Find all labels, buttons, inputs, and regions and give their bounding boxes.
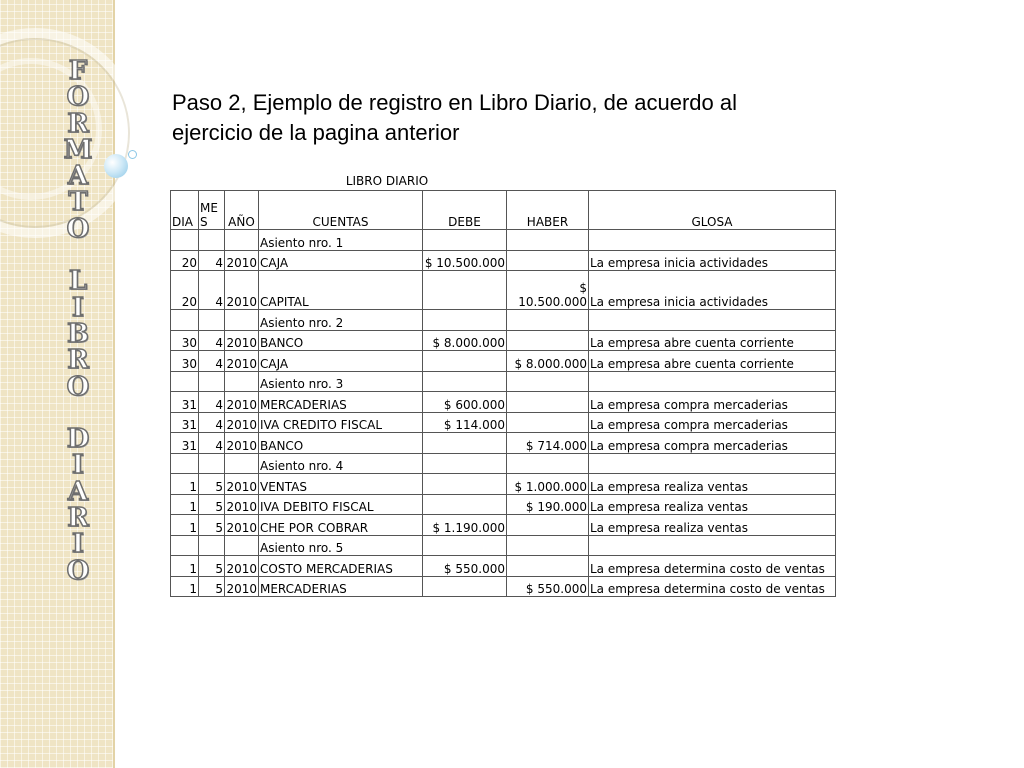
- cell-haber: $ 10.500.000: [507, 271, 589, 310]
- cell-cuenta: IVA DEBITO FISCAL: [259, 494, 423, 515]
- cell-ano: 2010: [225, 556, 259, 577]
- cell-cuenta: CAJA: [259, 250, 423, 271]
- cell-glosa: La empresa realiza ventas: [589, 494, 836, 515]
- vertical-title-letter: L: [68, 266, 88, 297]
- vertical-title-letter: F: [68, 56, 88, 86]
- cell-ano: 2010: [225, 515, 259, 536]
- table-row: [171, 371, 836, 392]
- decorative-small-bubble: [128, 150, 137, 159]
- cell-cuenta: MERCADERIAS: [259, 576, 423, 597]
- cell-cuenta: Asiento nro. 2: [259, 310, 423, 331]
- cell-mes: 5: [199, 576, 225, 597]
- ledger-title: LIBRO DIARIO: [345, 174, 429, 188]
- cell-glosa: La empresa inicia actividades: [589, 250, 836, 271]
- vertical-title-letter: R: [67, 345, 89, 376]
- cell-mes: 4: [199, 351, 225, 372]
- table-row: [171, 576, 836, 597]
- cell-cuenta: IVA CREDITO FISCAL: [259, 412, 423, 433]
- cell-glosa: La empresa compra mercaderias: [589, 412, 836, 433]
- vertical-title-letter: I: [71, 292, 85, 323]
- table-row: [171, 392, 836, 413]
- cell-ano: [225, 453, 259, 474]
- cell-haber: [507, 392, 589, 413]
- cell-glosa: [589, 371, 836, 392]
- header-cuentas: CUENTAS: [259, 191, 423, 230]
- table-row: [171, 494, 836, 515]
- cell-haber: $ 190.000: [507, 494, 589, 515]
- table-row: [171, 271, 836, 310]
- cell-dia: 1: [171, 494, 199, 515]
- cell-glosa: La empresa realiza ventas: [589, 474, 836, 495]
- cell-cuenta: BANCO: [259, 330, 423, 351]
- decorative-bubble: [104, 154, 128, 178]
- cell-haber: $ 1.000.000: [507, 474, 589, 495]
- cell-glosa: La empresa inicia actividades: [589, 271, 836, 310]
- cell-mes: 4: [199, 330, 225, 351]
- header-mes: [199, 191, 225, 230]
- cell-ano: 2010: [225, 576, 259, 597]
- cell-debe: [423, 453, 507, 474]
- cell-debe: [423, 351, 507, 372]
- vertical-title-letter: R: [67, 108, 89, 139]
- cell-glosa: [589, 310, 836, 331]
- libro-diario-table: [170, 190, 836, 597]
- cell-mes: [199, 371, 225, 392]
- cell-glosa: La empresa determina costo de ventas: [589, 576, 836, 597]
- cell-mes: 5: [199, 515, 225, 536]
- cell-debe: $ 600.000: [423, 392, 507, 413]
- cell-debe: $ 10.500.000: [423, 250, 507, 271]
- cell-mes: [199, 310, 225, 331]
- cell-glosa: La empresa compra mercaderias: [589, 433, 836, 454]
- cell-dia: 1: [171, 576, 199, 597]
- cell-mes: 4: [199, 271, 225, 310]
- table-row: [171, 230, 836, 251]
- cell-dia: [171, 453, 199, 474]
- cell-haber: [507, 230, 589, 251]
- cell-mes: 5: [199, 494, 225, 515]
- table-row: [171, 535, 836, 556]
- table-row: [171, 474, 836, 495]
- cell-debe: [423, 576, 507, 597]
- cell-glosa: [589, 230, 836, 251]
- cell-dia: 1: [171, 474, 199, 495]
- decorative-side-band: [0, 0, 115, 768]
- cell-haber: $ 550.000: [507, 576, 589, 597]
- cell-cuenta: CAPITAL: [259, 271, 423, 310]
- cell-ano: 2010: [225, 330, 259, 351]
- cell-mes: 5: [199, 474, 225, 495]
- cell-ano: [225, 310, 259, 331]
- cell-debe: [423, 433, 507, 454]
- cell-cuenta: Asiento nro. 5: [259, 535, 423, 556]
- cell-haber: [507, 310, 589, 331]
- cell-debe: [423, 310, 507, 331]
- cell-ano: 2010: [225, 351, 259, 372]
- heading-line-1: Paso 2, Ejemplo de registro en Libro Diario, de acuerdo al: [172, 90, 737, 115]
- cell-haber: [507, 453, 589, 474]
- vertical-title-letter: O: [66, 371, 90, 402]
- cell-cuenta: Asiento nro. 4: [259, 453, 423, 474]
- cell-debe: [423, 230, 507, 251]
- heading-line-2: ejercicio de la pagina anterior: [172, 120, 460, 145]
- cell-cuenta: BANCO: [259, 433, 423, 454]
- cell-dia: 31: [171, 412, 199, 433]
- cell-cuenta: MERCADERIAS: [259, 392, 423, 413]
- cell-dia: [171, 230, 199, 251]
- cell-dia: 20: [171, 250, 199, 271]
- cell-debe: [423, 474, 507, 495]
- cell-mes: 5: [199, 556, 225, 577]
- cell-cuenta: CAJA: [259, 351, 423, 372]
- vertical-title-letter: I: [71, 529, 85, 560]
- cell-ano: 2010: [225, 250, 259, 271]
- cell-mes: 4: [199, 392, 225, 413]
- cell-haber: [507, 250, 589, 271]
- vertical-title-letter: R: [67, 503, 89, 534]
- cell-haber: $ 8.000.000: [507, 351, 589, 372]
- cell-glosa: La empresa realiza ventas: [589, 515, 836, 536]
- vertical-title-letter: B: [67, 318, 89, 349]
- cell-ano: [225, 371, 259, 392]
- cell-mes: [199, 535, 225, 556]
- cell-ano: 2010: [225, 474, 259, 495]
- cell-glosa: La empresa abre cuenta corriente: [589, 351, 836, 372]
- vertical-title-letter: O: [66, 82, 90, 113]
- vertical-title-letter: A: [67, 161, 89, 192]
- cell-cuenta: VENTAS: [259, 474, 423, 495]
- cell-cuenta: COSTO MERCADERIAS: [259, 556, 423, 577]
- cell-haber: [507, 371, 589, 392]
- header-mes-top: ME: [200, 201, 218, 215]
- table-row: [171, 515, 836, 536]
- vertical-title-letter: D: [66, 424, 90, 455]
- cell-dia: 30: [171, 330, 199, 351]
- cell-dia: [171, 310, 199, 331]
- cell-cuenta: CHE POR COBRAR: [259, 515, 423, 536]
- cell-haber: [507, 412, 589, 433]
- cell-debe: [423, 271, 507, 310]
- table-row: [171, 412, 836, 433]
- cell-haber: [507, 535, 589, 556]
- cell-debe: [423, 371, 507, 392]
- cell-mes: [199, 453, 225, 474]
- cell-haber: [507, 556, 589, 577]
- table-header-row: [171, 191, 836, 230]
- table-row: [171, 310, 836, 331]
- cell-dia: 31: [171, 433, 199, 454]
- header-debe: DEBE: [423, 191, 507, 230]
- cell-dia: 30: [171, 351, 199, 372]
- table-row: [171, 351, 836, 372]
- header-glosa: GLOSA: [589, 191, 836, 230]
- header-ano: AÑO: [225, 191, 259, 230]
- vertical-title-letter: T: [68, 187, 88, 218]
- cell-ano: 2010: [225, 494, 259, 515]
- cell-dia: 20: [171, 271, 199, 310]
- cell-ano: 2010: [225, 392, 259, 413]
- header-dia: DIA: [171, 191, 199, 230]
- cell-dia: [171, 371, 199, 392]
- cell-debe: [423, 535, 507, 556]
- cell-ano: [225, 535, 259, 556]
- cell-glosa: La empresa abre cuenta corriente: [589, 330, 836, 351]
- cell-dia: 1: [171, 556, 199, 577]
- slide-heading: [172, 88, 872, 148]
- cell-cuenta: Asiento nro. 3: [259, 371, 423, 392]
- vertical-title-letter: O: [66, 213, 90, 244]
- cell-debe: $ 8.000.000: [423, 330, 507, 351]
- cell-ano: [225, 230, 259, 251]
- cell-mes: 4: [199, 250, 225, 271]
- cell-dia: 31: [171, 392, 199, 413]
- vertical-title-letter: O: [66, 555, 90, 586]
- cell-dia: [171, 535, 199, 556]
- table-row: [171, 556, 836, 577]
- cell-glosa: La empresa determina costo de ventas: [589, 556, 836, 577]
- cell-debe: $ 114.000: [423, 412, 507, 433]
- cell-glosa: La empresa compra mercaderias: [589, 392, 836, 413]
- cell-haber: [507, 330, 589, 351]
- cell-mes: 4: [199, 412, 225, 433]
- cell-ano: 2010: [225, 271, 259, 310]
- cell-mes: [199, 230, 225, 251]
- cell-haber: $ 714.000: [507, 433, 589, 454]
- vertical-title-letter: M: [63, 134, 93, 165]
- cell-cuenta: Asiento nro. 1: [259, 230, 423, 251]
- cell-ano: 2010: [225, 433, 259, 454]
- cell-debe: $ 1.190.000: [423, 515, 507, 536]
- table-row: [171, 433, 836, 454]
- cell-glosa: [589, 535, 836, 556]
- cell-debe: $ 550.000: [423, 556, 507, 577]
- vertical-title-letter: I: [71, 450, 85, 481]
- vertical-slide-title: [50, 58, 106, 584]
- header-haber: HABER: [507, 191, 589, 230]
- cell-mes: 4: [199, 433, 225, 454]
- cell-dia: 1: [171, 515, 199, 536]
- table-row: [171, 250, 836, 271]
- cell-debe: [423, 494, 507, 515]
- vertical-title-letter: A: [67, 476, 89, 507]
- cell-glosa: [589, 453, 836, 474]
- header-mes-bottom: S: [200, 215, 208, 229]
- table-row: [171, 330, 836, 351]
- cell-haber: [507, 515, 589, 536]
- table-row: [171, 453, 836, 474]
- cell-ano: 2010: [225, 412, 259, 433]
